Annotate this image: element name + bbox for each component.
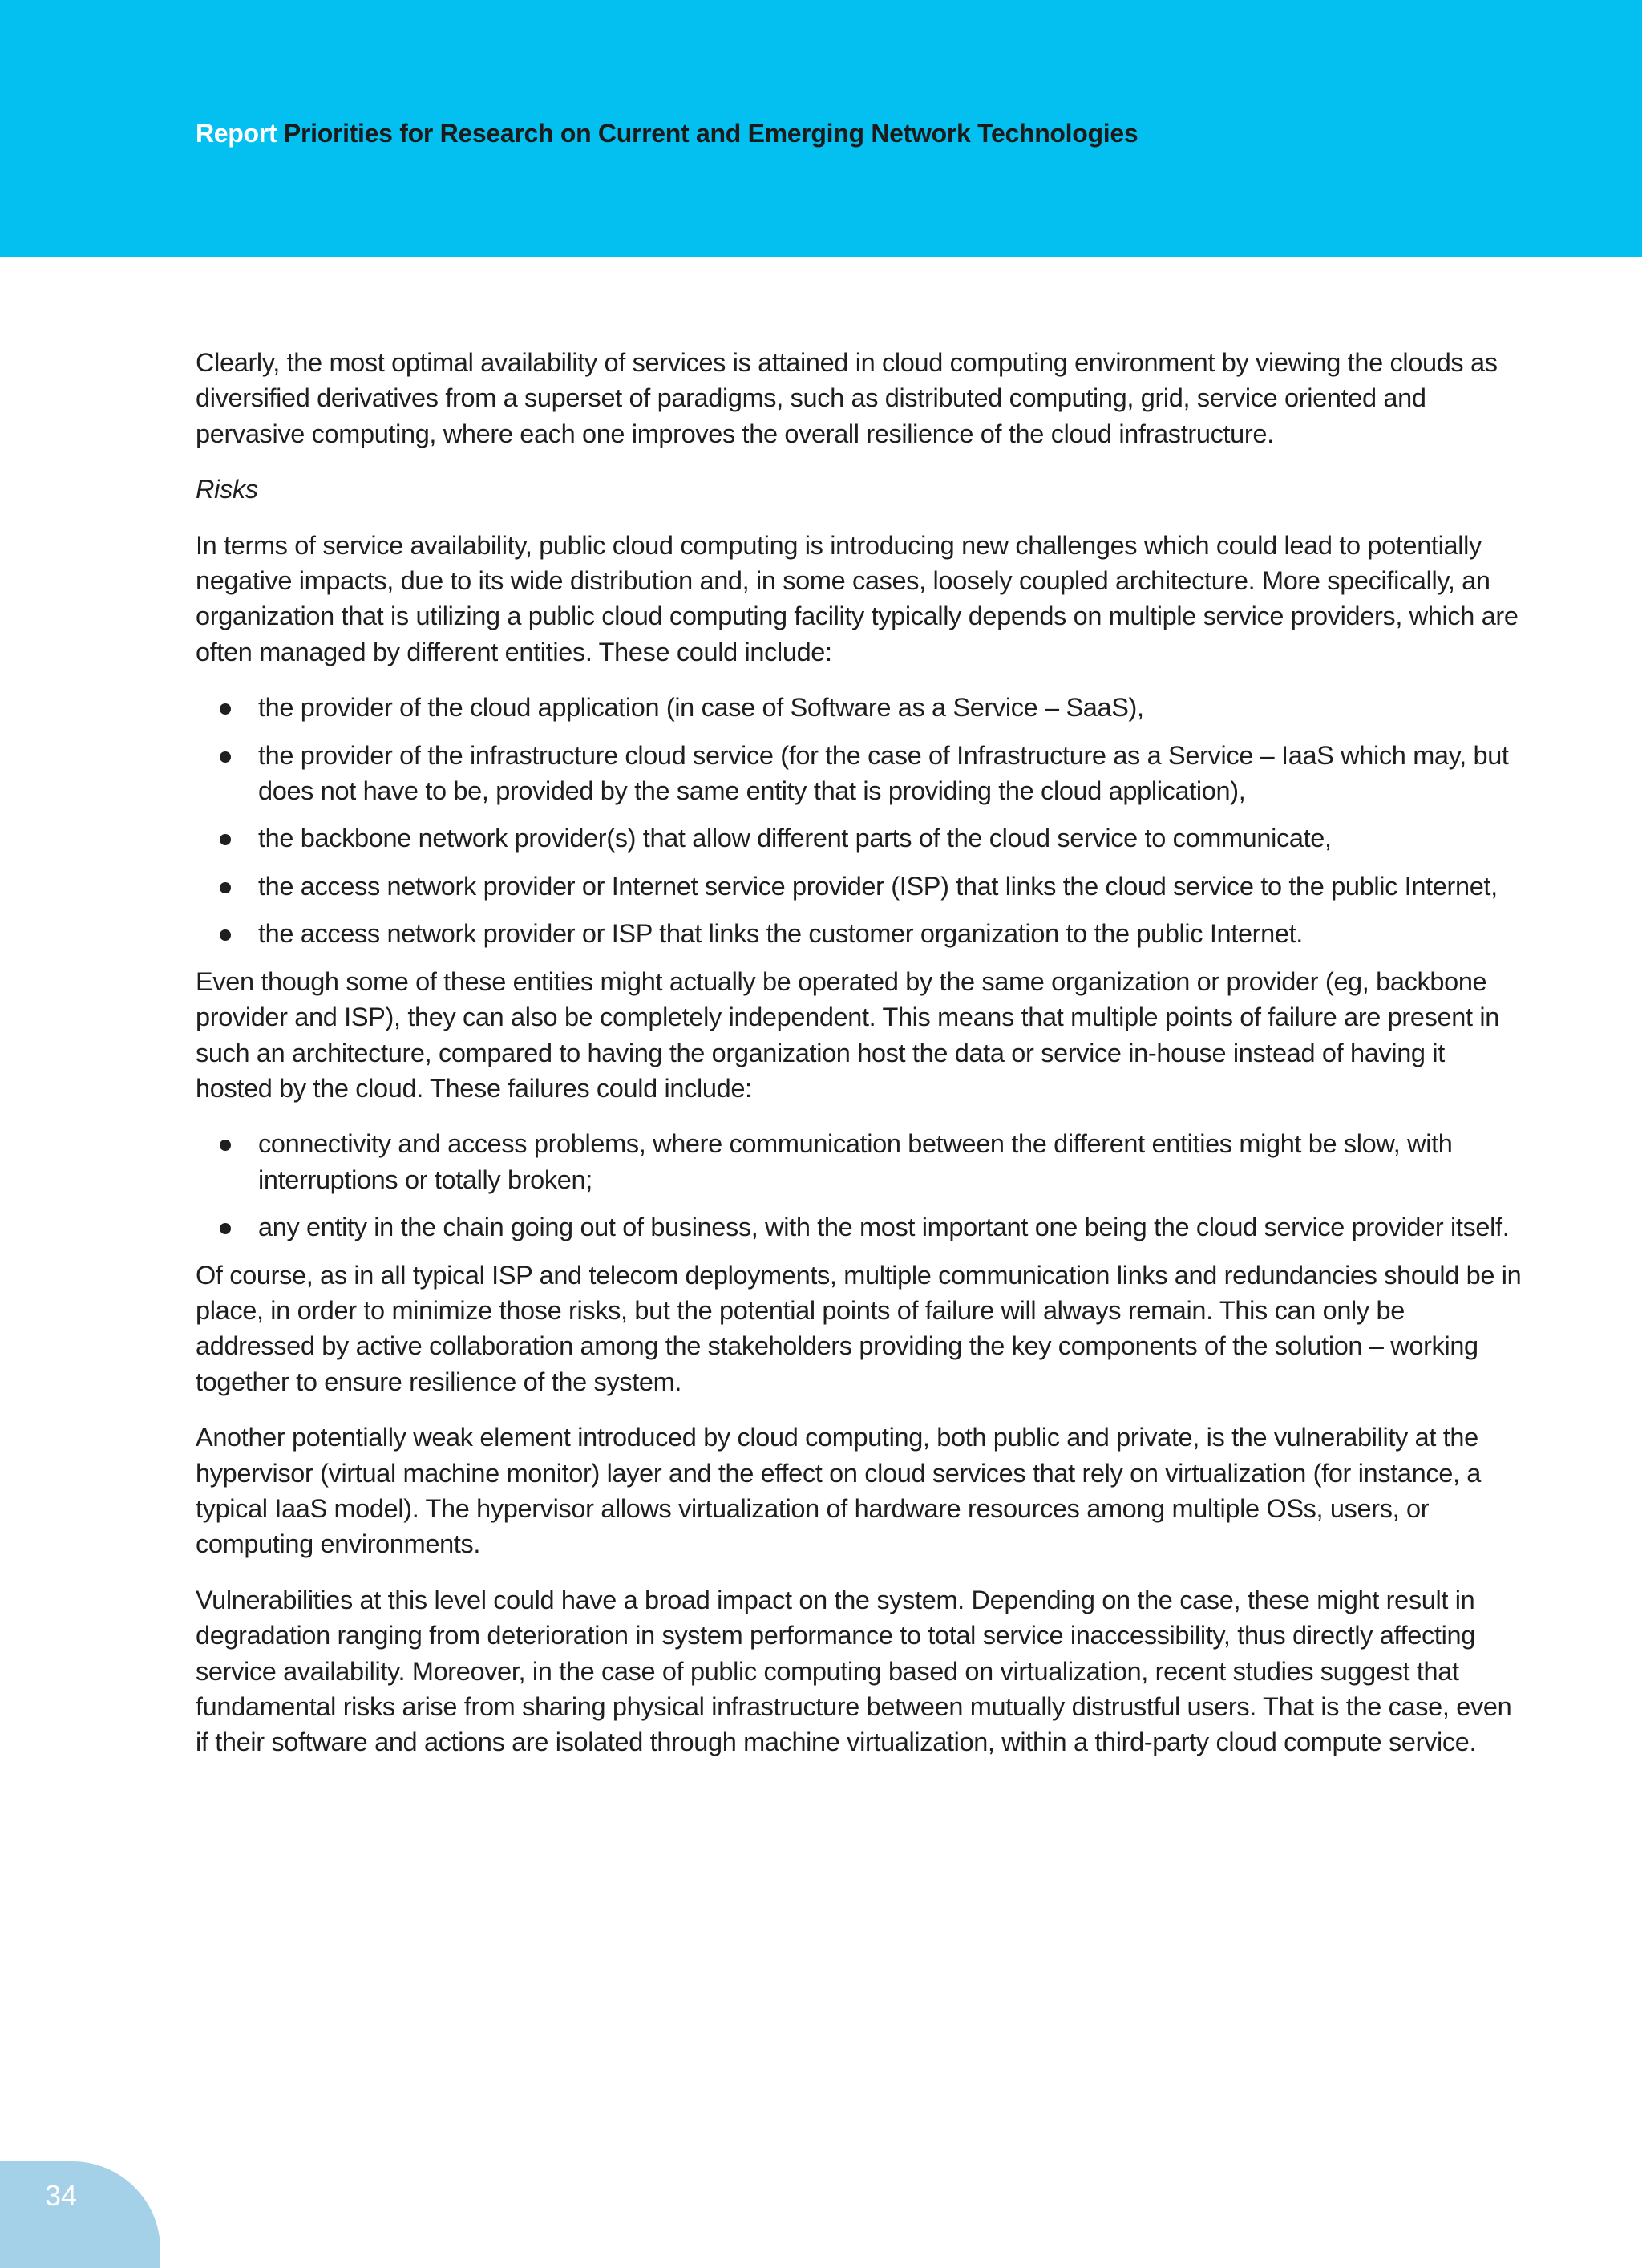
page-number: 34 bbox=[45, 2179, 78, 2212]
report-title-text: Priorities for Research on Current and Emerging Network Technologies bbox=[283, 119, 1138, 148]
report-title bbox=[196, 119, 1138, 148]
list-item bbox=[196, 1209, 1527, 1245]
list-item-text: any entity in the chain going out of business, with the most important one being the cloud service provider itself. bbox=[258, 1213, 1510, 1242]
paragraph-vulnerabilities: Vulnerabilities at this level could have a broad impact on the system. Depending on the case, these might result in degradation ranging from deterioration in system performance to total service inaccessibility, thus directly affecting service availability. Moreover, in the case of public computing based on virtualization, recent studies suggest that fundamental risks arise from sharing physical infrastructure between mutually distrustful users. That is the case, even if their software and actions are isolated through machine virtualization, within a third-party cloud compute service. bbox=[196, 1585, 1512, 1757]
main-content bbox=[196, 345, 1527, 1780]
report-label: Report bbox=[196, 119, 277, 148]
failure-list bbox=[196, 1126, 1527, 1245]
provider-list bbox=[196, 690, 1527, 951]
page-number-tab bbox=[0, 2161, 160, 2268]
bullet-icon bbox=[220, 882, 231, 893]
paragraph-redundancy: Of course, as in all typical ISP and telecom deployments, multiple communication links and redundancies should be in place, in order to minimize those risks, but the potential points of failure will always remain. This can only be addressed by active collaboration among the stakeholders providing the key components of the solution – working together to ensure resilience of the system. bbox=[196, 1260, 1522, 1396]
paragraph-failure-points: Even though some of these entities might actually be operated by the same organization or provider (eg, backbone provider and ISP), they can also be completely independent. This means that multiple points of failure are present in such an architecture, compared to having the organization host the data or service in-house instead of having it hosted by the cloud. These failures could include: bbox=[196, 966, 1499, 1103]
list-item bbox=[196, 869, 1527, 904]
paragraph-hypervisor: Another potentially weak element introduced by cloud computing, both public and private, is the vulnerability at the hypervisor (virtual machine monitor) layer and the effect on cloud services that rely on virtualization (for instance, a typical IaaS model). The hypervisor allows virtualization of hardware resources among multiple OSs, users, or computing environments. bbox=[196, 1423, 1482, 1559]
list-item-text: connectivity and access problems, where communication between the different entities might be slow, with interruptions or totally broken; bbox=[258, 1129, 1453, 1194]
list-item bbox=[196, 1126, 1527, 1197]
list-item bbox=[196, 738, 1527, 809]
list-item bbox=[196, 916, 1527, 951]
bullet-icon bbox=[220, 751, 231, 763]
list-item bbox=[196, 820, 1527, 856]
bullet-icon bbox=[220, 929, 231, 941]
list-item bbox=[196, 690, 1527, 725]
bullet-icon bbox=[220, 1223, 231, 1234]
list-item-text: the provider of the infrastructure cloud service (for the case of Infrastructure as a Service – IaaS which may, but does not have to be, provided by the same entity that is providing the cloud application), bbox=[258, 740, 1509, 806]
list-item-text: the provider of the cloud application (in case of Software as a Service – SaaS), bbox=[258, 693, 1144, 723]
list-item-text: the access network provider or ISP that links the customer organization to the public Internet. bbox=[258, 919, 1303, 949]
risks-heading: Risks bbox=[196, 475, 258, 504]
paragraph-service-availability: In terms of service availability, public cloud computing is introducing new challenges which could lead to potentially negative impacts, due to its wide distribution and, in some cases, loosely coupled architecture. More specifically, an organization that is utilizing a public cloud computing facility typically depends on multiple service providers, which are often managed by different entities. These could include: bbox=[196, 530, 1519, 666]
header-band bbox=[0, 0, 1642, 257]
bullet-icon bbox=[220, 1140, 231, 1151]
bullet-icon bbox=[220, 703, 231, 715]
bullet-icon bbox=[220, 834, 231, 845]
list-item-text: the backbone network provider(s) that allow different parts of the cloud service to communicate, bbox=[258, 824, 1332, 853]
list-item-text: the access network provider or Internet service provider (ISP) that links the cloud service to the public Internet, bbox=[258, 871, 1498, 901]
paragraph-intro: Clearly, the most optimal availability of services is attained in cloud computing environment by viewing the clouds as diversified derivatives from a superset of paradigms, such as distributed computing, grid, service oriented and pervasive computing, where each one improves the overall resilience of the cloud infrastructure. bbox=[196, 348, 1498, 448]
